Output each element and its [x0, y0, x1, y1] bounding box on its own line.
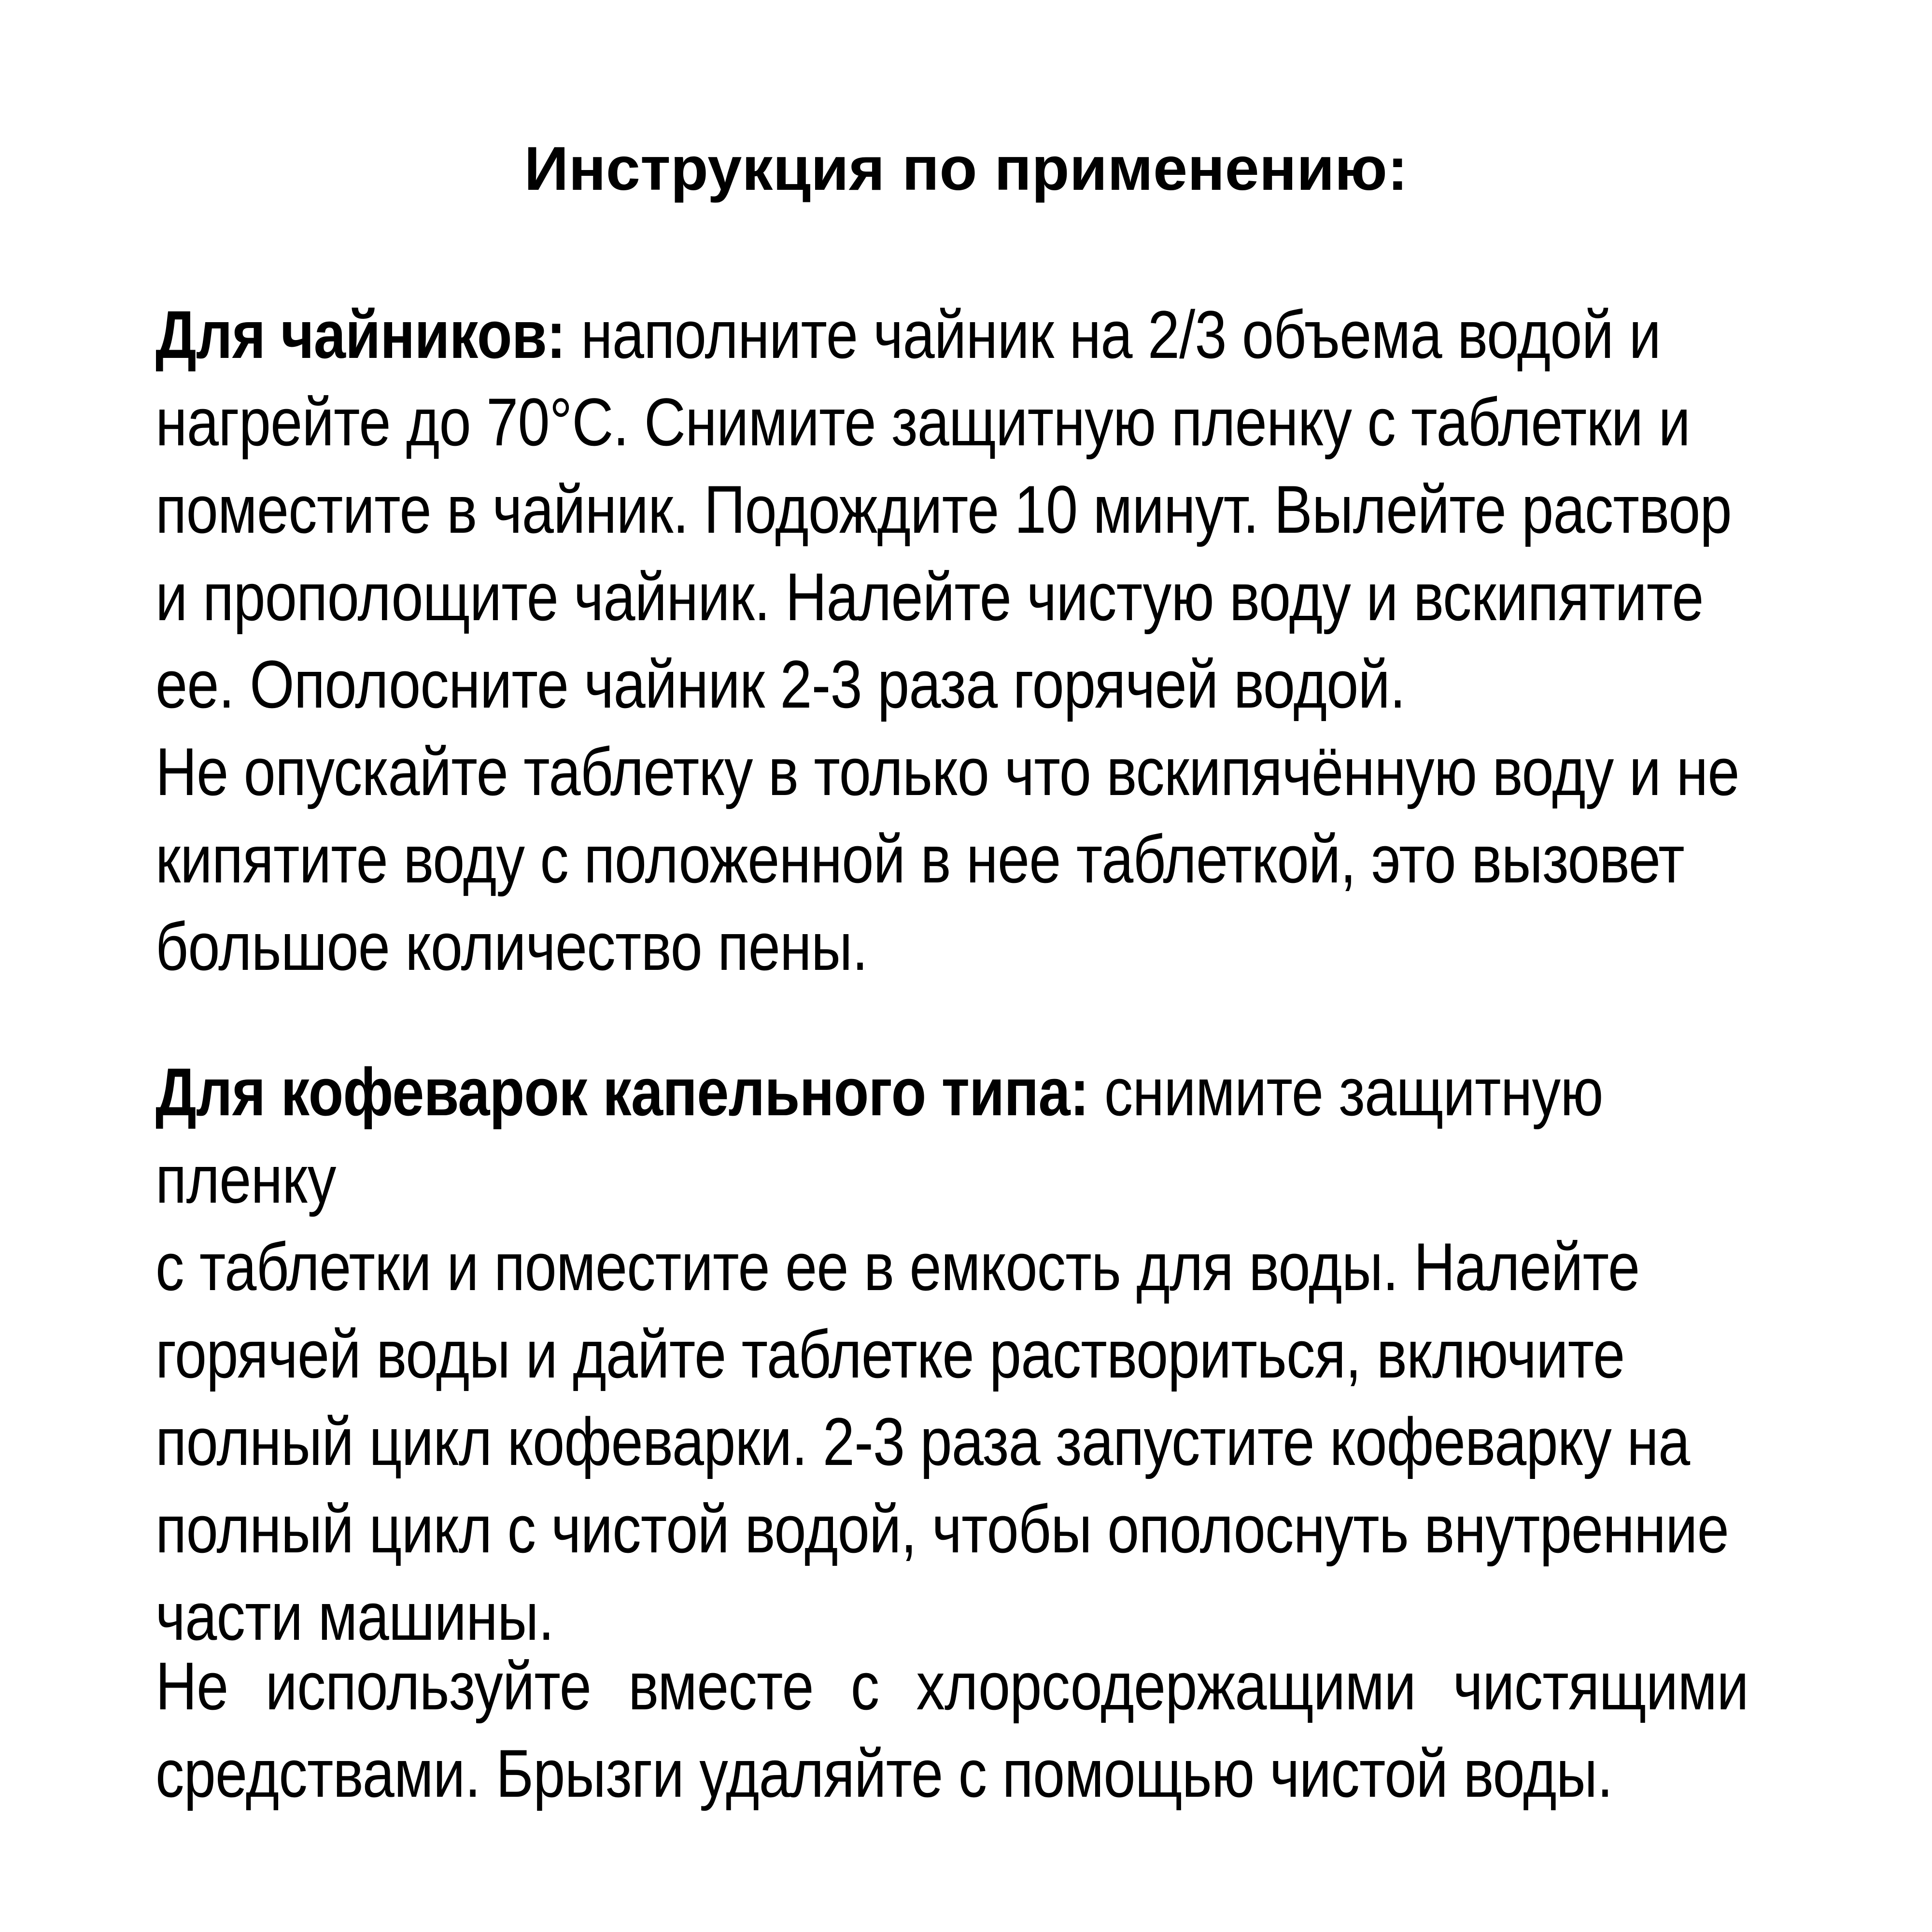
warning-line-2: средствами. Брызги удаляйте с помощью чистой воды. — [155, 1735, 1613, 1811]
kettles-line-2: нагрейте до 70°С. Снимите защитную пленку с таблетки и — [155, 384, 1691, 460]
coffee-line-4: полный цикл кофеварки. 2-3 раза запустите кофеварку на — [155, 1404, 1690, 1479]
kettles-line-6: Не опускайте таблетку в только что вскипячённую воду и не — [155, 734, 1739, 810]
kettles-line-5: ее. Ополосните чайник 2-3 раза горячей водой. — [155, 646, 1406, 722]
kettles-line-4: и прополощите чайник. Налейте чистую воду и вскипятите — [155, 559, 1704, 635]
warning-section — [155, 1642, 1797, 1817]
kettles-line-3: поместите в чайник. Подождите 10 минут. Вылейте раствор — [155, 471, 1732, 547]
warning-paragraph — [155, 1642, 1797, 1817]
coffee-paragraph — [155, 1048, 1797, 1660]
coffee-line-3: горячей воды и дайте таблетке раствориться, включите — [155, 1316, 1625, 1392]
kettles-line-8: большое количество пены. — [155, 909, 868, 984]
coffee-line-6: части машины. — [155, 1578, 554, 1654]
kettles-section — [155, 291, 1797, 990]
kettles-paragraph — [155, 291, 1797, 990]
coffee-line-5: полный цикл с чистой водой, чтобы ополоснуть внутренние — [155, 1491, 1729, 1567]
coffee-line-2: с таблетки и поместите ее в емкость для воды. Налейте — [155, 1229, 1640, 1305]
coffee-line-1: снимите защитную пленку — [155, 1054, 1603, 1217]
coffee-makers-section — [155, 1048, 1797, 1660]
kettles-line-1: наполните чайник на 2/3 объема водой и — [565, 297, 1661, 372]
kettles-line-7: кипятите воду с положенной в нее таблеткой, это вызовет — [155, 821, 1684, 897]
kettles-heading: Для чайников: — [155, 297, 565, 372]
page-title: Инструкция по применению: — [524, 134, 1408, 203]
warning-line-1: Не используйте вместе с хлорсодержащими чистящими — [155, 1648, 1749, 1724]
coffee-heading: Для кофеварок капельного типа: — [155, 1054, 1089, 1130]
